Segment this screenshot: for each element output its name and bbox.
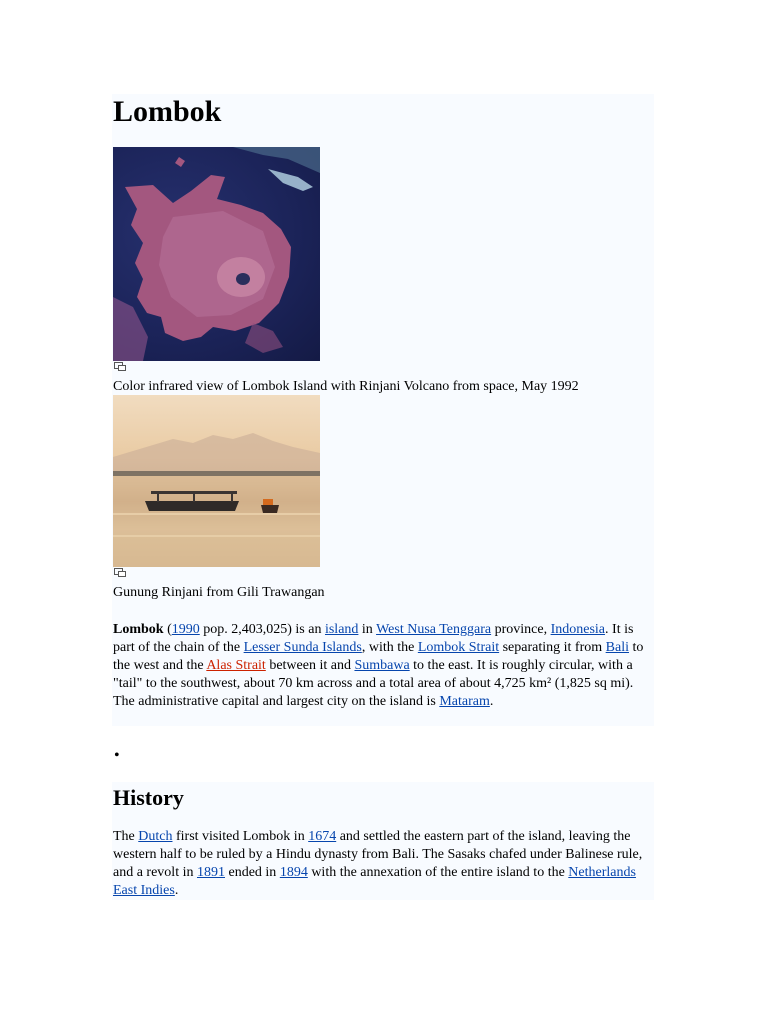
history-paragraph xyxy=(113,828,658,900)
text: to the west and the xyxy=(113,640,644,673)
satellite-image-lombok[interactable] xyxy=(113,147,320,361)
link-island[interactable]: island xyxy=(324,622,359,637)
link-lesser-sunda-islands[interactable]: Lesser Sunda Islands xyxy=(243,640,362,655)
enlarge-icon[interactable] xyxy=(114,362,126,371)
text: ( xyxy=(163,622,172,637)
link-netherlands-east-indies[interactable]: Netherlands East Indies xyxy=(113,865,636,898)
text: in xyxy=(358,622,377,637)
link-dutch[interactable]: Dutch xyxy=(138,829,173,844)
text: with the annexation of the entire island to the xyxy=(307,865,569,880)
text: province, xyxy=(491,622,551,637)
text: first visited Lombok in xyxy=(172,829,309,844)
text: to the east. It is roughly circular, with a "tail" to the southwest, about 70 km across and a total area of about 4,725 km² (1,825 sq mi). The administrative capital and largest city on the island is xyxy=(113,658,634,709)
sunset-photo-drawing xyxy=(113,395,320,567)
text: . It is part of the chain of the xyxy=(113,622,634,655)
image-caption-satellite: Color infrared view of Lombok Island with Rinjani Volcano from space, May 1992 xyxy=(113,379,579,394)
link-sumbawa[interactable]: Sumbawa xyxy=(354,658,410,673)
link-1894[interactable]: 1894 xyxy=(279,865,308,880)
text: The xyxy=(113,829,139,844)
photo-gunung-rinjani[interactable] xyxy=(113,395,320,567)
link-mataram[interactable]: Mataram xyxy=(439,694,490,709)
enlarge-icon[interactable] xyxy=(114,568,126,577)
text: . xyxy=(174,883,179,898)
link-1891[interactable]: 1891 xyxy=(196,865,225,880)
text: separating it from xyxy=(499,640,606,655)
link-1674[interactable]: 1674 xyxy=(308,829,337,844)
link-lombok-strait[interactable]: Lombok Strait xyxy=(417,640,500,655)
link-bali[interactable]: Bali xyxy=(605,640,629,655)
text: . xyxy=(489,694,494,709)
article-subject: Lombok xyxy=(113,622,164,637)
intro-paragraph xyxy=(113,621,658,711)
list-bullet: • xyxy=(114,747,120,764)
text: pop. 2,403,025) is an xyxy=(199,622,325,637)
link-1990[interactable]: 1990 xyxy=(171,622,200,637)
link-indonesia[interactable]: Indonesia xyxy=(550,622,606,637)
text: , with the xyxy=(361,640,418,655)
image-caption-rinjani: Gunung Rinjani from Gili Trawangan xyxy=(113,585,325,600)
text: ended in xyxy=(224,865,280,880)
section-heading-history: History xyxy=(113,785,184,810)
text: and settled the eastern part of the island, leaving the western half to be ruled by a Hindu dynasty from Bali. The Sasaks chafed under Balinese rule, and a revolt in xyxy=(113,829,643,880)
link-west-nusa-tenggara[interactable]: West Nusa Tenggara xyxy=(376,622,492,637)
link-alas-strait[interactable]: Alas Strait xyxy=(206,658,266,673)
text: between it and xyxy=(265,658,355,673)
satellite-image-drawing xyxy=(113,147,320,361)
page-title: Lombok xyxy=(113,95,222,128)
